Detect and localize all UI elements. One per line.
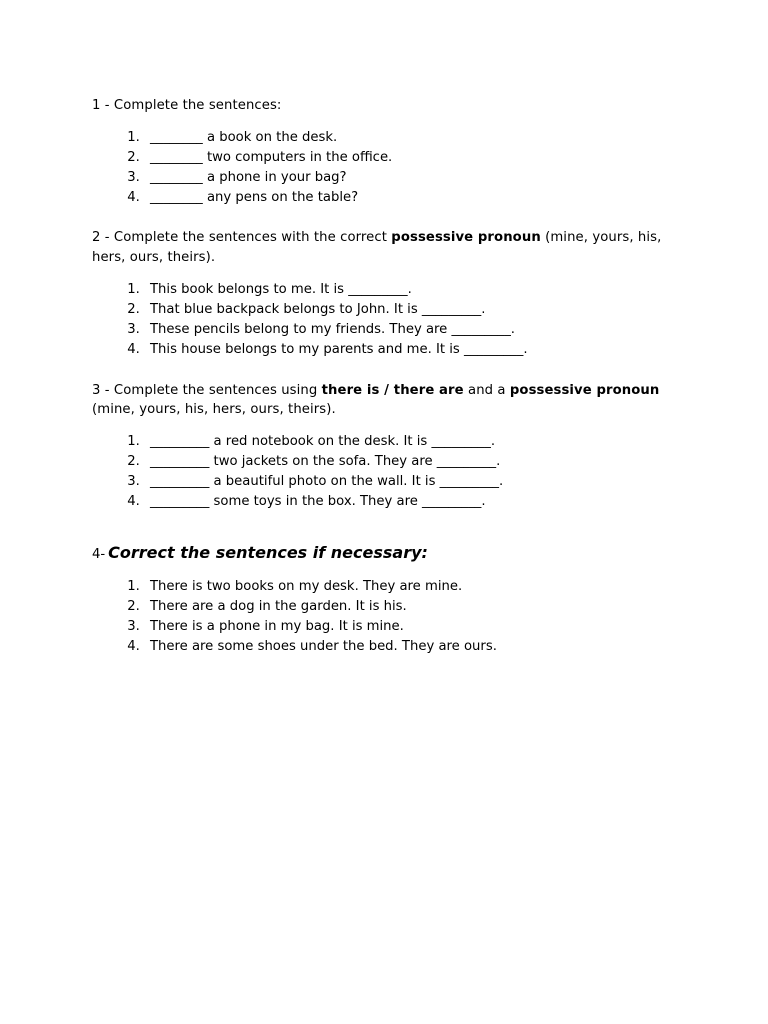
exercise-2-heading-part-1: 2 - Complete the sentences with the correct [92, 230, 392, 246]
exercise-4 [92, 541, 676, 657]
exercise-3-heading-part-4: possessive pronoun [509, 382, 660, 398]
list-item: 1. There is two books on my desk. They are mine. [144, 577, 676, 597]
exercise-1-heading [92, 96, 676, 116]
list-item: 2. That blue backpack belongs to John. It is _________. [144, 300, 676, 320]
list-item: 4. ________ any pens on the table? [144, 188, 676, 208]
exercise-3-heading-part-2: there is / there are [321, 382, 464, 398]
exercise-4-heading [92, 541, 676, 565]
exercise-1 [92, 96, 676, 207]
exercise-2-heading [92, 228, 676, 268]
exercise-2 [92, 228, 676, 359]
exercise-3 [92, 381, 676, 512]
exercise-3-list [92, 432, 676, 512]
worksheet-content [92, 96, 676, 656]
exercise-4-number: 4- [92, 546, 106, 562]
list-item: 1. This book belongs to me. It is _________. [144, 280, 676, 300]
list-item: 3. ________ a phone in your bag? [144, 168, 676, 188]
exercise-3-heading-part-3: and a [463, 382, 510, 398]
list-item: 2. There are a dog in the garden. It is his. [144, 597, 676, 617]
list-item: 1. _________ a red notebook on the desk. It is _________. [144, 432, 676, 452]
exercise-3-heading-part-5: (mine, yours, his, hers, ours, theirs). [92, 402, 336, 418]
exercise-3-heading [92, 381, 676, 421]
list-item: 2. _________ two jackets on the sofa. They are _________. [144, 452, 676, 472]
list-item: 4. _________ some toys in the box. They are _________. [144, 492, 676, 512]
list-item: 3. _________ a beautiful photo on the wall. It is _________. [144, 472, 676, 492]
exercise-2-heading-part-3: (mine, yours, his, hers, ours, theirs). [92, 230, 662, 266]
list-item: 3. There is a phone in my bag. It is mine. [144, 617, 676, 637]
list-item: 4. There are some shoes under the bed. They are ours. [144, 637, 676, 657]
spacer [92, 533, 676, 541]
list-item: 2. ________ two computers in the office. [144, 148, 676, 168]
exercise-3-heading-part-1: 3 - Complete the sentences using [92, 382, 322, 398]
exercise-2-heading-part-2: possessive pronoun [391, 230, 541, 246]
list-item: 4. This house belongs to my parents and me. It is _________. [144, 340, 676, 360]
exercise-4-title: Correct the sentences if necessary: [108, 542, 428, 562]
list-item: 1. ________ a book on the desk. [144, 128, 676, 148]
exercise-2-list [92, 280, 676, 360]
exercise-4-list [92, 577, 676, 657]
exercise-1-heading-text: 1 - Complete the sentences: [92, 98, 282, 113]
list-item: 3. These pencils belong to my friends. They are _________. [144, 320, 676, 340]
exercise-1-list [92, 128, 676, 208]
